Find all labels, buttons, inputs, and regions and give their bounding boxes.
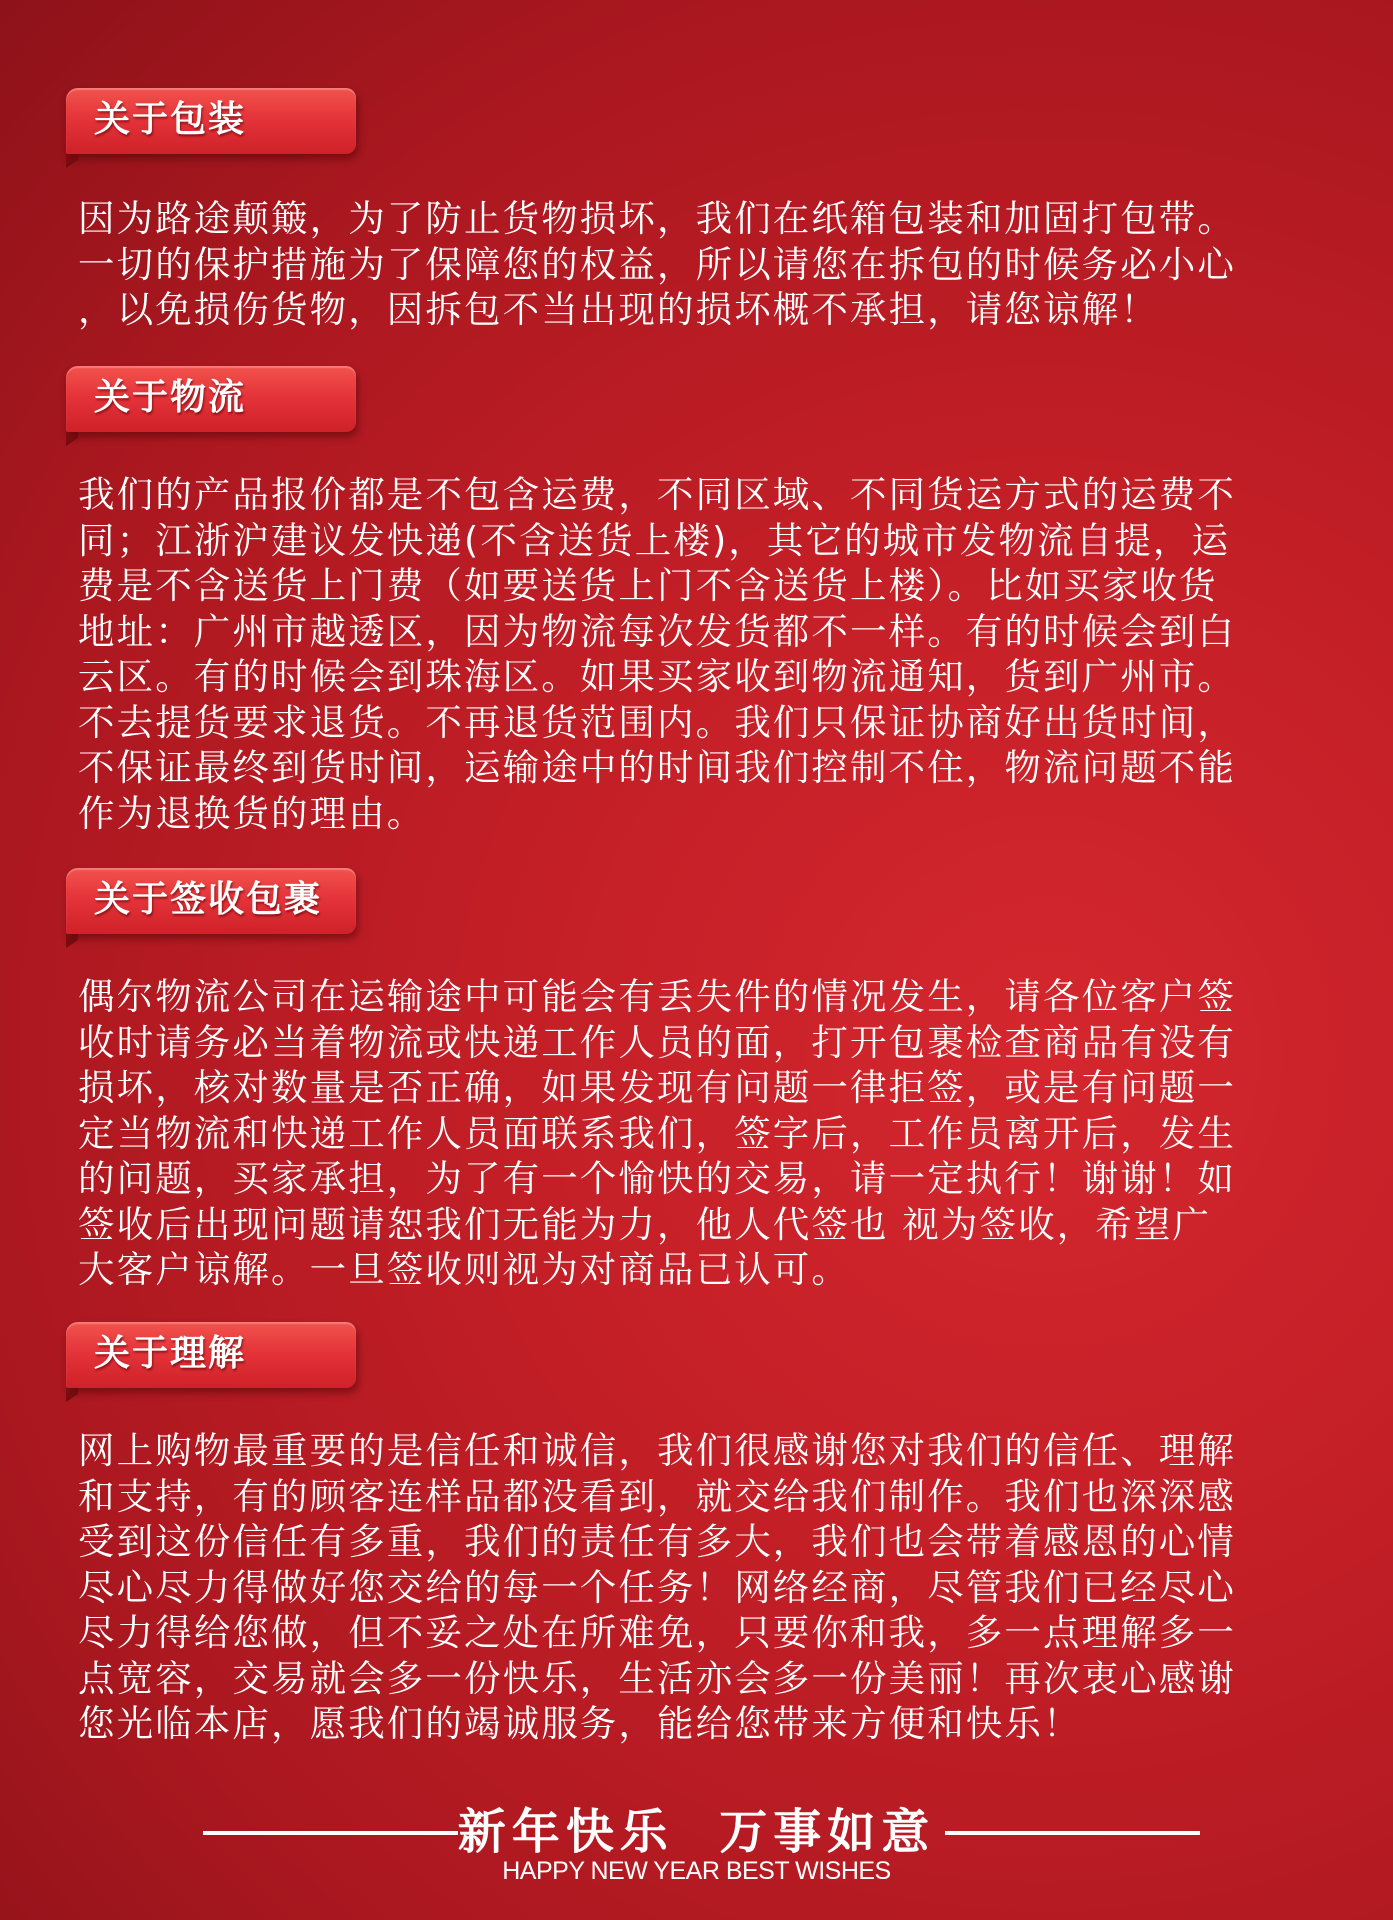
text-line: ，以免损伤货物，因拆包不当出现的损坏概不承担，请您谅解！ <box>78 288 1159 331</box>
text-line: 费是不含送货上门费（如要送货上门不含送货上楼）。比如买家收货 <box>78 564 1218 607</box>
text-line: 不去提货要求退货。不再退货范围内。我们只保证协商好出货时间， <box>78 700 1236 744</box>
text-line: 您光临本店，愿我们的竭诚服务，能给您带来方便和快乐！ <box>78 1702 1082 1745</box>
section-tab-logistics <box>66 366 356 440</box>
text-line: 的问题，买家承担，为了有一个愉快的交易，请一定执行！谢谢！如 <box>78 1157 1236 1200</box>
greeting-slogan: 新年快乐 万事如意 <box>457 1804 936 1860</box>
text-line: 点宽容，交易就会多一份快乐，生活亦会多一份美丽！再次衷心感谢 <box>78 1656 1236 1700</box>
text-line: 和支持，有的顾客连样品都没看到，就交给我们制作。我们也深深感 <box>78 1474 1236 1518</box>
text-line: 定当物流和快递工作人员面联系我们，签字后，工作员离开后，发生 <box>78 1111 1236 1155</box>
section-tab-packaging <box>66 88 356 162</box>
section-tab-receipt <box>66 868 356 942</box>
section-title: 关于物流 <box>94 377 247 418</box>
text-line: 损坏，核对数量是否正确，如果发现有问题一律拒签，或是有问题一 <box>78 1066 1236 1109</box>
text-line: 作为退换货的理由。 <box>78 791 426 835</box>
text-line: 收时请务必当着物流或快递工作人员的面，打开包裹检查商品有没有 <box>78 1020 1236 1064</box>
text-line: 尽力得给您做，但不妥之处在所难免，只要你和我，多一点理解多一 <box>78 1611 1236 1654</box>
text-line: 同；江浙沪建议发快递(不含送货上楼)，其它的城市发物流自提，运 <box>78 518 1231 562</box>
section-title: 关于签收包裹 <box>94 879 323 920</box>
text-line: 尽心尽力得做好您交给的每一个任务！网络经商，尽管我们已经尽心 <box>78 1565 1236 1609</box>
section-tab-understanding <box>66 1322 356 1396</box>
text-line: 我们的产品报价都是不包含运费，不同区域、不同货运方式的运费不 <box>78 473 1236 516</box>
section-body-understanding <box>78 1428 1338 1747</box>
text-line: 大客户谅解。一旦签收则视为对商品已认可。 <box>78 1248 850 1291</box>
section-body-logistics <box>78 472 1338 836</box>
text-line: 偶尔物流公司在运输途中可能会有丢失件的情况发生，请各位客户签 <box>78 975 1236 1018</box>
text-line: 因为路途颠簸，为了防止货物损坏，我们在纸箱包装和加固打包带。 <box>78 197 1236 240</box>
section-title: 关于理解 <box>94 1333 247 1374</box>
text-line: 不保证最终到货时间，运输途中的时间我们控制不住，物流问题不能 <box>78 746 1236 789</box>
text-line: 云区。有的时候会到珠海区。如果买家收到物流通知，货到广州市。 <box>78 655 1236 698</box>
text-line: 受到这份信任有多重，我们的责任有多大，我们也会带着感恩的心情 <box>78 1520 1236 1563</box>
text-line: 网上购物最重要的是信任和诚信，我们很感谢您对我们的信任、理解 <box>78 1429 1236 1472</box>
section-body-packaging <box>78 196 1338 333</box>
text-line: 签收后出现问题请恕我们无能为力，他人代签也 视为签收，希望广 <box>78 1202 1212 1246</box>
greeting-slogan-english: HAPPY NEW YEAR BEST WISHES <box>502 1857 891 1885</box>
footer-greeting <box>0 1785 1393 1895</box>
section-body-receipt <box>78 974 1338 1293</box>
section-title: 关于包装 <box>94 99 247 140</box>
text-line: 地址：广州市越透区，因为物流每次发货都不一样。有的时候会到白 <box>78 609 1236 653</box>
text-line: 一切的保护措施为了保障您的权益，所以请您在拆包的时候务必小心 <box>78 242 1236 286</box>
